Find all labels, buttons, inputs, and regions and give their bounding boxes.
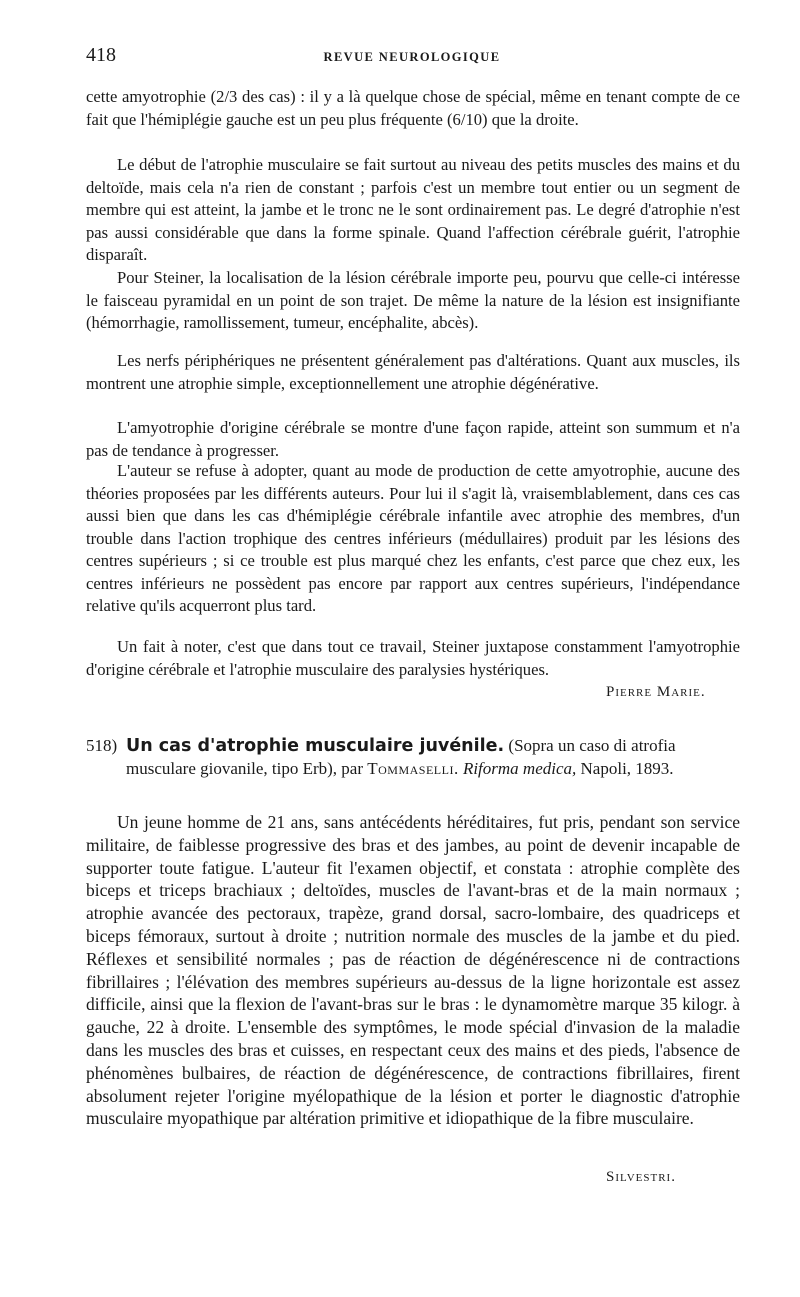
running-title: REVUE NEUROLOGIQUE xyxy=(323,50,501,64)
review2-title: Un cas d'atrophie musculaire juvénile. xyxy=(126,736,505,756)
review2-author: Tommaselli. xyxy=(367,758,459,778)
review2-citation: (Sopra un caso di atrofia musculare giovanile, tipo Erb), par xyxy=(126,736,676,778)
page-number: 418 xyxy=(86,44,116,66)
review1-paragraph-4: Les nerfs périphériques ne présentent généralement pas d'altérations. Quant aux muscles, ils montrent une atrophie simple, exceptionnellement une atrophie dégénérative. xyxy=(86,351,740,393)
review2-body: Un jeune homme de 21 ans, sans antécédents héréditaires, fut pris, pendant son service militaire, de faiblesse progressive des bras et des jambes, au point de devenir incapable de supporter toute fatigue. L'auteur fit l'examen objectif, et constata : atrophie complète des biceps et triceps brachiaux ; deltoïdes, muscles de l'avant-bras et de la main normaux ; atrophie avancée des pectoraux, trapèze, grand dorsal, sacro-lombaire, des quadriceps et biceps fémoraux, surtout à droite ; nutrition normale des muscles de la jambe et du pied. Réflexes et sensibilité normales ; pas de réaction de dégénérescence ni de contractions fibrillaires ; l'élévation des membres supérieurs au-dessus de la ligne horizontale est assez difficile, ainsi que la flexion de l'avant-bras sur le bras : le dynamomètre marque 35 kilogr. à gauche, 22 à droite. L'ensemble des symptômes, le mode spécial d'invasion de la maladie dans les muscles des bras et cuisses, en respectant ceux des mains et des pieds, l'absence de phénomènes bulbaires, de réaction de dégénérescence, de contractions fibrillaires, firent absolument rejeter l'origine myélopathique de la lésion et porter le diagnostic d'atrophie musculaire myopathique par altération primitive et idiopathique de la fibre musculaire. xyxy=(86,812,740,1129)
page-header xyxy=(86,44,738,72)
review1-paragraph-5: L'amyotrophie d'origine cérébrale se montre d'une façon rapide, atteint son summum et n'a pas de tendance à progresser. xyxy=(86,418,740,460)
review1-paragraph-7: Un fait à noter, c'est que dans tout ce travail, Steiner juxtapose constamment l'amyotrophie d'origine cérébrale et l'atrophie musculaire des paralysies hystériques. xyxy=(86,637,740,679)
review1-paragraph-6: L'auteur se refuse à adopter, quant au mode de production de cette amyotrophie, aucune des théories proposées par les différents auteurs. Pour lui il s'agit là, vraisemblablement, dans ces cas aussi bien que dans les cas d'hémiplégie cérébrale infantile avec atrophie des membres, d'un trouble dans l'action trophique des centres inférieurs (médullaires) produit par les lésions des centres supérieurs ; si ce trouble est plus marqué chez les enfants, c'est parce que chez eux, les centres inférieurs ne possèdent pas encore par rapport aux centres supérieurs, l'indépendance relative qu'ils acquerront plus tard. xyxy=(86,461,740,616)
review1-signature: Pierre Marie. xyxy=(606,684,706,700)
review1-paragraph-1: cette amyotrophie (2/3 des cas) : il y a là quelque chose de spécial, même en tenant compte de ce fait que l'hémiplégie gauche est un peu plus fréquente (6/10) que la droite. xyxy=(86,87,740,129)
review2-journal: Riforma medica, xyxy=(462,758,577,778)
review2-number: 518) xyxy=(86,736,118,755)
review2-signature: Silvestri. xyxy=(606,1169,676,1185)
review2-heading xyxy=(86,735,740,780)
review1-paragraph-3: Pour Steiner, la localisation de la lésion cérébrale importe peu, pourvu que celle-ci intéresse le faisceau pyramidal en un point de son trajet. De même la nature de la lésion est insignifiante (hémorrhagie, ramollissement, tumeur, encéphalite, abcès). xyxy=(86,268,740,333)
review1-paragraph-2: Le début de l'atrophie musculaire se fait surtout au niveau des petits muscles des mains et du deltoïde, mais cela n'a rien de constant ; parfois c'est un membre tout entier ou un segment de membre qui est atteint, la jambe et le tronc ne le sont ordinairement pas. Le degré d'atrophie n'est pas aussi considérable que dans la forme spinale. Quand l'affection cérébrale guérit, l'atrophie disparaît. xyxy=(86,155,740,265)
review2-city-year: Napoli, 1893. xyxy=(580,758,674,778)
